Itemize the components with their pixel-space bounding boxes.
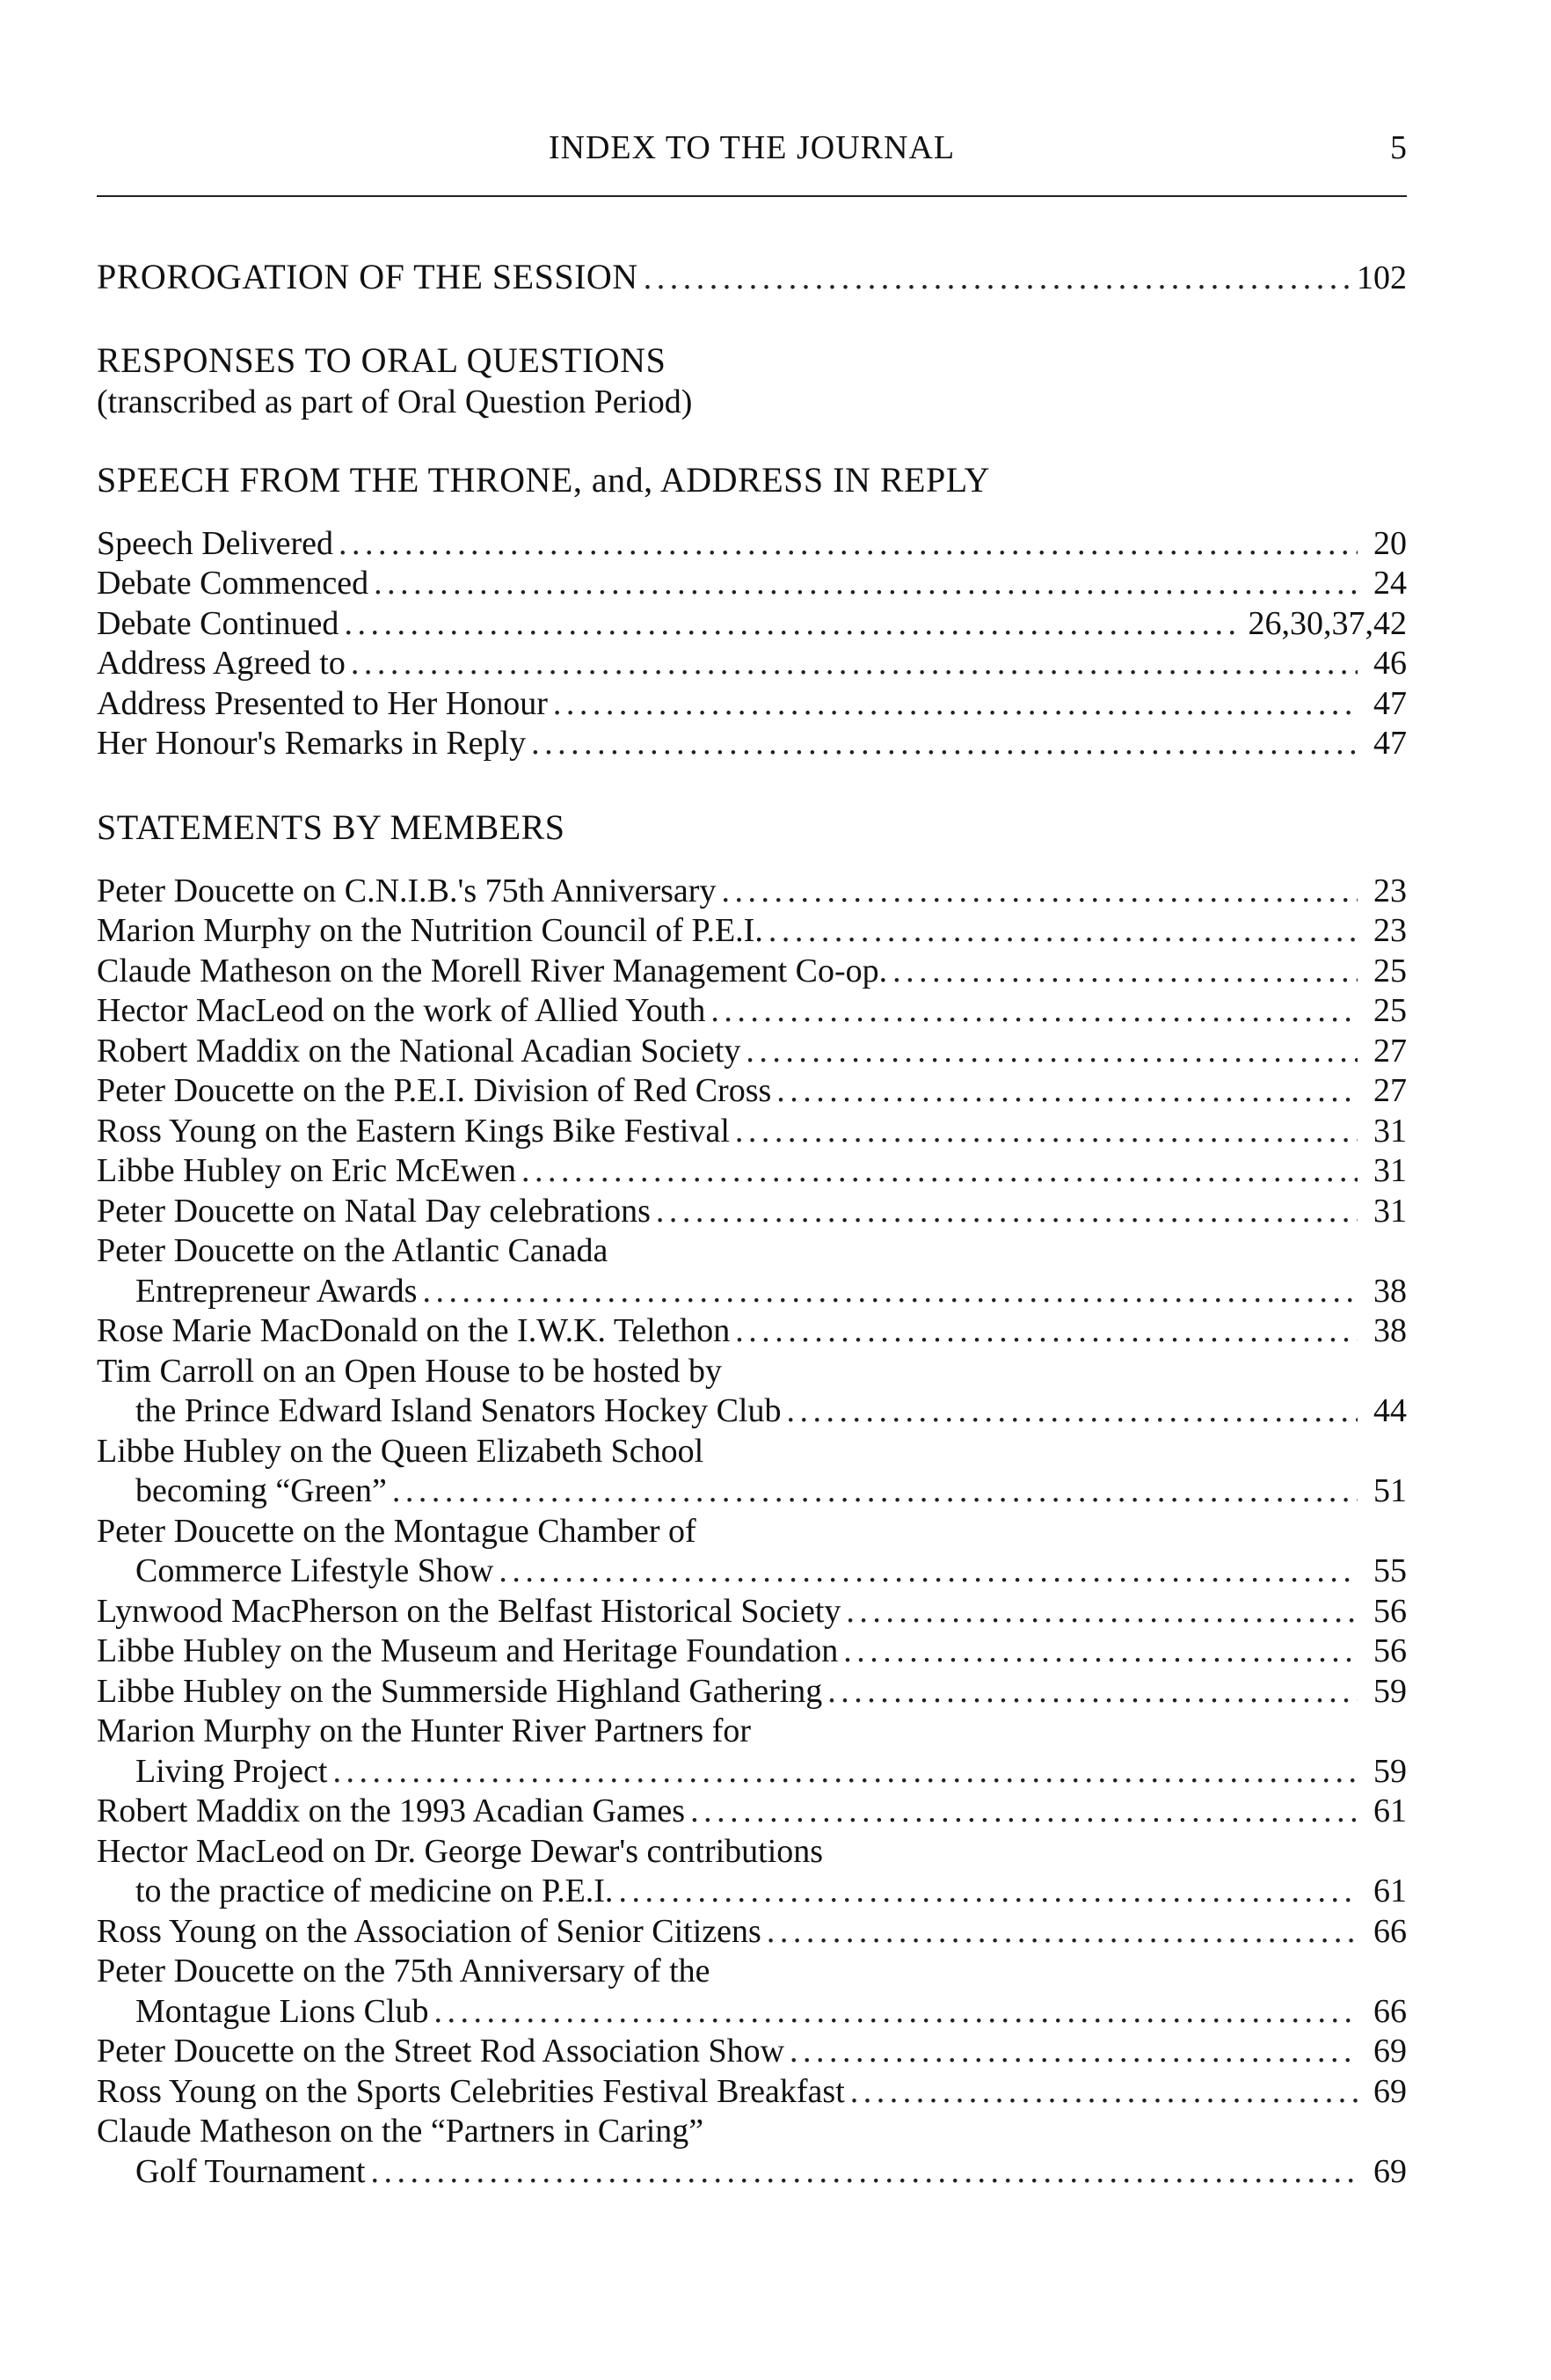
dot-leader [351, 644, 1358, 684]
dot-leader [332, 1752, 1358, 1792]
entry-final-line [97, 1471, 1407, 1512]
entry-pages: 56 [1373, 1632, 1407, 1669]
dot-leader [422, 1272, 1358, 1312]
entry-final-line [97, 1992, 1407, 2033]
entry-label-line: Hector MacLeod on Dr. George Dewar's contributions [97, 1832, 824, 1870]
entry-pages: 31 [1373, 1192, 1407, 1230]
entry-pages: 24 [1373, 565, 1407, 602]
index-entry [97, 872, 1407, 912]
entry-pages: 27 [1373, 1072, 1407, 1109]
dot-leader [499, 1551, 1358, 1592]
entry-final-line [97, 2152, 1407, 2193]
entry-label: Ross Young on the Eastern Kings Bike Festival [97, 1112, 730, 1150]
running-head [97, 128, 1407, 171]
entry-label: becoming “Green” [135, 1472, 387, 1509]
entry-final-line [97, 1872, 1407, 1912]
index-entry [97, 991, 1407, 1032]
entry-label: Rose Marie MacDonald on the I.W.K. Telethon [97, 1312, 731, 1349]
entry-final-line [97, 1071, 1407, 1112]
entry-final-line [97, 911, 1407, 952]
index-entry [97, 1672, 1407, 1712]
index-entry [97, 1792, 1407, 1832]
entry-label-line: Libbe Hubley on the Queen Elizabeth School [97, 1432, 704, 1470]
entry-pages: 51 [1373, 1472, 1407, 1509]
entry-pages: 38 [1373, 1272, 1407, 1310]
entry-final-line [97, 2072, 1407, 2113]
entry-pages: 59 [1373, 1752, 1407, 1790]
entry-pages: 20 [1373, 524, 1407, 562]
dot-leader [344, 604, 1242, 645]
index-entry [97, 524, 1407, 565]
header-divider [97, 195, 1407, 197]
entry-label-line: Claude Matheson on the “Partners in Caring” [97, 2113, 704, 2150]
index-entry [97, 684, 1407, 725]
dot-leader [710, 991, 1358, 1032]
statement-entry-list [97, 872, 1407, 2193]
entry-label-line: Marion Murphy on the Hunter River Partners for [97, 1712, 752, 1749]
entry-final-line [97, 1391, 1407, 1432]
entry-pages: 102 [1357, 259, 1407, 296]
entry-pages: 66 [1373, 1992, 1407, 2030]
entry-final-line [97, 1112, 1407, 1152]
dot-leader [846, 1592, 1358, 1632]
entry-label: Robert Maddix on the National Acadian Society [97, 1032, 741, 1070]
dot-leader [787, 1391, 1358, 1432]
index-entry [97, 724, 1407, 764]
index-entry [97, 257, 1407, 299]
entry-pages: 47 [1373, 725, 1407, 762]
entry-label-line: Peter Doucette on the Montague Chamber of [97, 1512, 696, 1550]
entry-pages: 69 [1373, 2033, 1407, 2070]
entry-final-line [97, 1032, 1407, 1072]
entry-label: Debate Commenced [97, 565, 369, 602]
entry-pages: 38 [1373, 1312, 1407, 1349]
index-entry [97, 2112, 1407, 2192]
entry-label: PROROGATION OF THE SESSION [97, 257, 638, 296]
entry-final-line [97, 1592, 1407, 1632]
entry-pages: 31 [1373, 1112, 1407, 1150]
index-entry [97, 1912, 1407, 1953]
entry-final-line [97, 1192, 1407, 1232]
entry-pages: 61 [1373, 1873, 1407, 1909]
index-entry [97, 911, 1407, 952]
dot-leader [618, 1872, 1358, 1912]
section-heading: SPEECH FROM THE THRONE, and, ADDRESS IN REPLY [97, 459, 991, 500]
entry-label: Ross Young on the Sports Celebrities Festival Breakfast [97, 2072, 845, 2110]
index-entry [97, 1592, 1407, 1632]
index-entry [97, 1432, 1407, 1512]
dot-leader [434, 1992, 1358, 2033]
entry-pages: 25 [1373, 992, 1407, 1029]
entry-label: Living Project [135, 1752, 328, 1790]
index-entry [97, 2072, 1407, 2113]
entry-label: Claude Matheson on the Morell River Management Co-op. [97, 952, 888, 989]
dot-leader [392, 1471, 1358, 1512]
entry-final-line [97, 952, 1407, 992]
entry-final-line [97, 872, 1407, 912]
dot-leader [521, 1151, 1358, 1192]
entry-final-line [97, 1311, 1407, 1352]
dot-leader [735, 1311, 1358, 1352]
dot-leader [843, 1632, 1358, 1672]
index-entry [97, 1032, 1407, 1072]
entry-pages: 23 [1373, 912, 1407, 949]
entry-final-line [97, 1632, 1407, 1672]
dot-leader [790, 2032, 1358, 2072]
entry-final-line [97, 1151, 1407, 1192]
speech-entry-list [97, 524, 1407, 764]
section-heading: STATEMENTS BY MEMBERS [97, 807, 565, 847]
entry-pages: 61 [1373, 1792, 1407, 1829]
index-entry [97, 1231, 1407, 1311]
entry-label: Address Agreed to [97, 645, 346, 682]
index-entry [97, 1512, 1407, 1592]
entry-label: Speech Delivered [97, 524, 334, 562]
entry-label: Peter Doucette on Natal Day celebrations [97, 1192, 651, 1230]
entry-pages: 27 [1373, 1032, 1407, 1070]
entry-final-line [97, 1672, 1407, 1712]
index-entry [97, 1112, 1407, 1152]
dot-leader [768, 911, 1358, 952]
entry-label: Debate Continued [97, 604, 339, 642]
index-entry [97, 1071, 1407, 1112]
entry-pages: 47 [1373, 684, 1407, 722]
entry-pages: 69 [1373, 2152, 1407, 2190]
entry-final-line [97, 1912, 1407, 1953]
entry-pages: 31 [1373, 1152, 1407, 1189]
section-statements [97, 807, 1407, 2193]
dot-leader [850, 2072, 1358, 2113]
index-entry [97, 1632, 1407, 1672]
entry-pages: 59 [1373, 1672, 1407, 1710]
entry-label: Golf Tournament [135, 2152, 366, 2190]
page-number: 5 [1390, 129, 1407, 166]
index-entry [97, 1952, 1407, 2032]
entry-pages: 55 [1373, 1552, 1407, 1589]
dot-leader [776, 1071, 1358, 1112]
dot-leader [371, 2152, 1358, 2193]
entry-label: Peter Doucette on the P.E.I. Division of Red Cross [97, 1072, 772, 1109]
index-entry [97, 1352, 1407, 1432]
entry-label-line: Peter Doucette on the Atlantic Canada [97, 1232, 608, 1269]
entry-label: Address Presented to Her Honour [97, 684, 548, 722]
entry-label: Her Honour's Remarks in Reply [97, 725, 527, 762]
dot-leader [746, 1032, 1358, 1072]
entry-pages: 69 [1373, 2072, 1407, 2110]
index-entry [97, 604, 1407, 645]
entry-pages: 66 [1373, 1912, 1407, 1950]
entry-label-line: Tim Carroll on an Open House to be hosted by [97, 1352, 723, 1390]
dot-leader [644, 259, 1351, 299]
index-entry [97, 1151, 1407, 1192]
entry-pages: 46 [1373, 645, 1407, 682]
entry-final-line [97, 1272, 1407, 1312]
index-entry [97, 564, 1407, 604]
entry-final-line [97, 991, 1407, 1032]
section-responses [97, 339, 1407, 422]
entry-label-line: Peter Doucette on the 75th Anniversary of the [97, 1953, 710, 1989]
dot-leader [690, 1792, 1358, 1832]
entry-pages: 56 [1373, 1592, 1407, 1630]
entry-pages: 26,30,37,42 [1248, 604, 1407, 642]
index-entry [97, 1832, 1407, 1912]
entry-label: Libbe Hubley on the Museum and Heritage Foundation [97, 1632, 839, 1669]
section-speech [97, 459, 1407, 764]
entry-label: Marion Murphy on the Nutrition Council of P.E.I. [97, 912, 763, 949]
dot-leader [656, 1192, 1358, 1232]
entry-label: Entrepreneur Awards [135, 1272, 418, 1310]
entry-label: Libbe Hubley on the Summerside Highland Gathering [97, 1672, 823, 1710]
entry-label: Montague Lions Club [135, 1992, 429, 2030]
index-entry [97, 952, 1407, 992]
index-entry [97, 1192, 1407, 1232]
entry-label: to the practice of medicine on P.E.I. [135, 1873, 614, 1909]
entry-label: Libbe Hubley on Eric McEwen [97, 1152, 516, 1189]
entry-label: Ross Young on the Association of Senior Citizens [97, 1912, 761, 1950]
entry-final-line [97, 1551, 1407, 1592]
dot-leader [892, 952, 1358, 992]
entry-pages: 23 [1373, 872, 1407, 909]
dot-leader [827, 1672, 1358, 1712]
entry-final-line [97, 1752, 1407, 1792]
entry-label: Lynwood MacPherson on the Belfast Historical Society [97, 1592, 841, 1630]
dot-leader [767, 1912, 1358, 1953]
entry-label: Commerce Lifestyle Show [135, 1552, 494, 1589]
dot-leader [721, 872, 1358, 912]
index-entry [97, 2032, 1407, 2072]
entry-label: the Prince Edward Island Senators Hockey Club [135, 1392, 782, 1429]
entry-pages: 25 [1373, 952, 1407, 989]
page-title: INDEX TO THE JOURNAL [548, 129, 956, 166]
entry-label: Peter Doucette on C.N.I.B.'s 75th Anniversary [97, 872, 717, 909]
dot-leader [531, 724, 1358, 764]
dot-leader [735, 1112, 1358, 1152]
index-content [97, 257, 1407, 2192]
dot-leader [553, 684, 1358, 725]
entry-label: Hector MacLeod on the work of Allied Youth [97, 992, 706, 1029]
index-entry [97, 1311, 1407, 1352]
entry-pages: 44 [1373, 1392, 1407, 1429]
dot-leader [374, 564, 1358, 604]
index-entry [97, 1712, 1407, 1792]
dot-leader [339, 524, 1358, 565]
section-note: (transcribed as part of Oral Question Period) [97, 383, 693, 420]
index-entry [97, 644, 1407, 684]
entry-final-line [97, 1792, 1407, 1832]
entry-label: Peter Doucette on the Street Rod Association Show [97, 2033, 785, 2070]
entry-label: Robert Maddix on the 1993 Acadian Games [97, 1792, 686, 1829]
entry-final-line [97, 2032, 1407, 2072]
section-prorogation [97, 257, 1407, 299]
section-heading: RESPONSES TO ORAL QUESTIONS [97, 339, 666, 380]
